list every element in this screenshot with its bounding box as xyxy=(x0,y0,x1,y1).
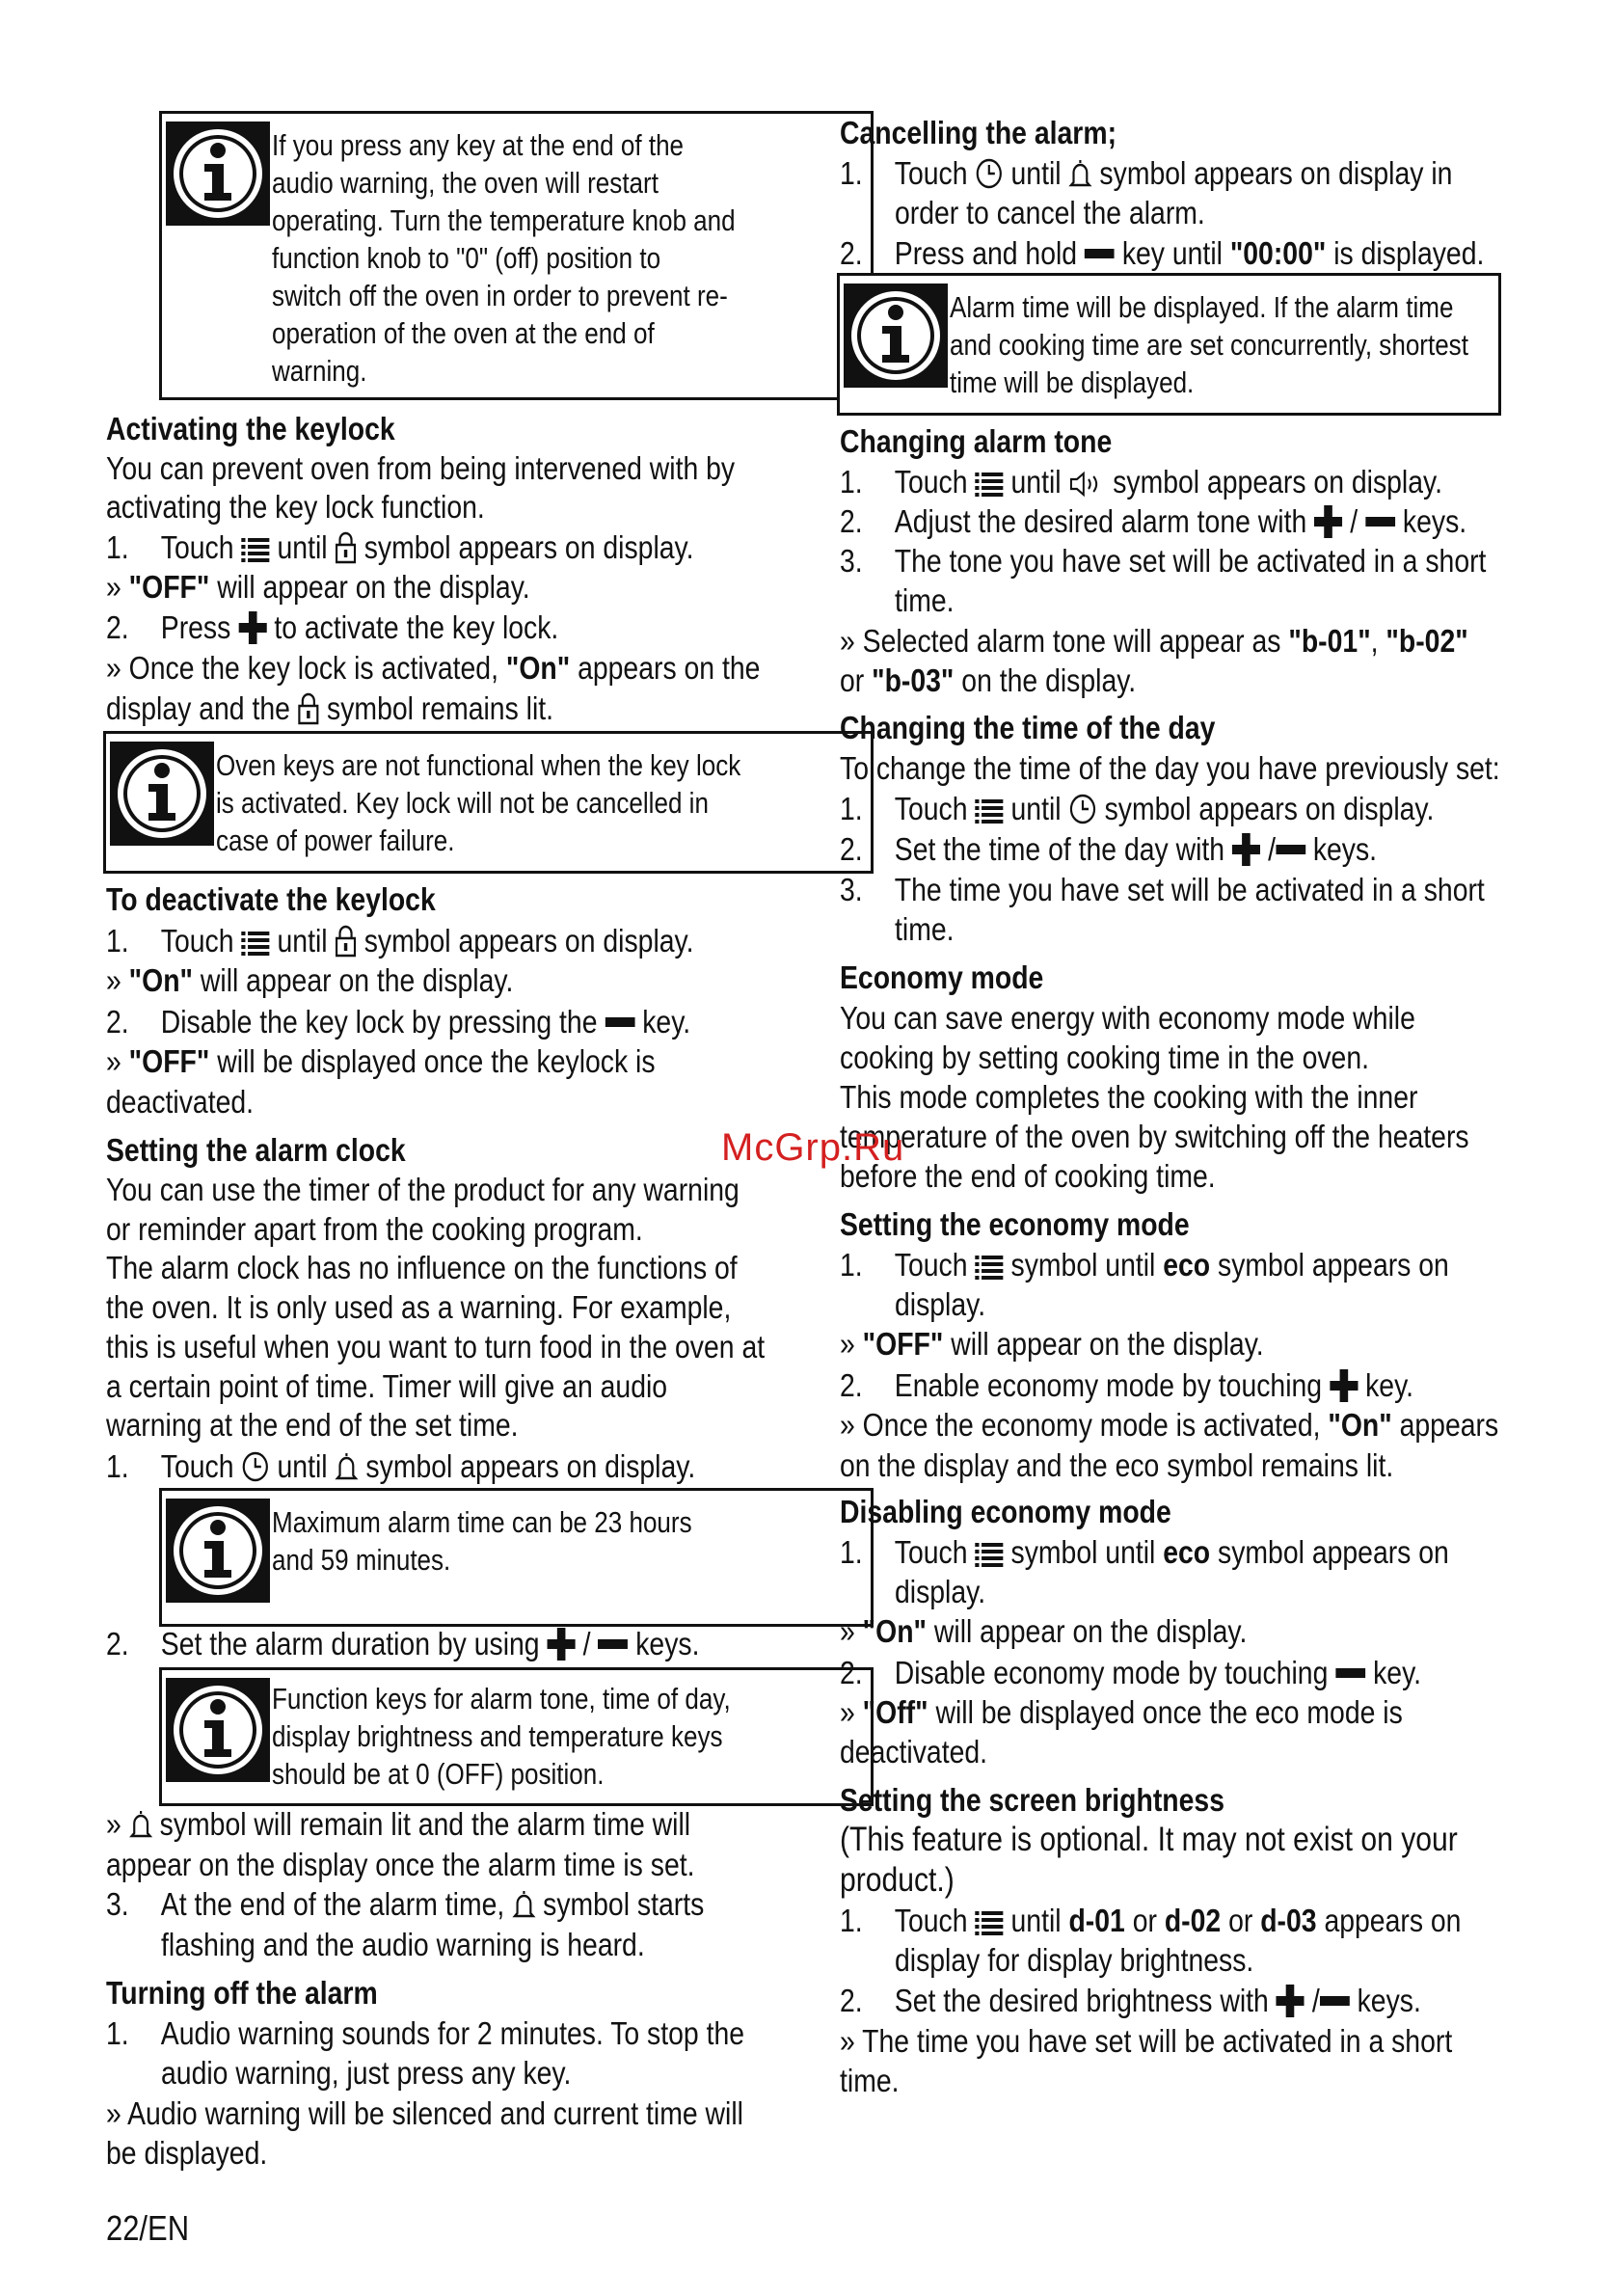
clock-icon xyxy=(975,157,1003,190)
step: 2. Disable the key lock by pressing the key. xyxy=(106,1004,691,1040)
result: » Audio warning will be silenced and current time will xyxy=(106,2095,743,2131)
result: time. xyxy=(840,2063,900,2098)
info-text: Oven keys are not functional when the key lock xyxy=(216,748,741,782)
step-continued: display. xyxy=(895,1286,986,1322)
info-text: function knob to "0" (off) position to xyxy=(272,241,661,275)
info-box-function-keys xyxy=(159,1667,874,1806)
minus-icon xyxy=(605,1015,634,1029)
plus-icon xyxy=(238,611,266,644)
info-icon xyxy=(166,122,270,226)
result: appear on the display once the alarm time is set. xyxy=(106,1847,695,1882)
paragraph: temperature of the oven by switching off the heaters xyxy=(840,1119,1469,1154)
info-icon xyxy=(166,1499,270,1603)
clock-icon xyxy=(241,1450,269,1483)
paragraph: You can prevent oven from being intervened with by xyxy=(106,450,736,486)
paragraph: before the end of cooking time. xyxy=(840,1158,1216,1194)
result: » The time you have set will be activated in a short xyxy=(840,2023,1453,2059)
step: 3. The time you have set will be activated in a short xyxy=(840,872,1485,907)
heading-setting-economy: Setting the economy mode xyxy=(840,1206,1190,1242)
menu-icon xyxy=(241,929,269,958)
info-text: and cooking time are set concurrently, shortest xyxy=(950,328,1468,362)
result: or "b-03" on the display. xyxy=(840,662,1137,698)
heading-activating-keylock: Activating the keylock xyxy=(106,411,395,446)
paragraph: This mode completes the cooking with the inner xyxy=(840,1079,1418,1115)
bell-icon xyxy=(335,1450,358,1483)
info-box-max-alarm xyxy=(159,1488,874,1627)
plus-icon xyxy=(1277,1985,1305,2017)
step: 2. Press to activate the key lock. xyxy=(106,609,559,645)
step: 1. Touch until symbol appears on display. xyxy=(840,791,1435,826)
minus-icon xyxy=(1320,1994,1350,2008)
step: 1. Touch symbol until eco symbol appears on xyxy=(840,1247,1449,1283)
heading-deactivate-keylock: To deactivate the keylock xyxy=(106,881,436,917)
menu-icon xyxy=(241,535,269,564)
step: 2. Enable economy mode by touching key. xyxy=(840,1367,1414,1403)
info-text: audio warning, the oven will restart xyxy=(272,166,659,200)
heading-alarm-tone: Changing alarm tone xyxy=(840,423,1113,459)
result: deactivated. xyxy=(106,1084,255,1120)
bell-icon xyxy=(1068,157,1091,190)
info-text: If you press any key at the end of the xyxy=(272,128,685,162)
step: 2. Press and hold key until "00:00" is displayed. xyxy=(840,235,1485,271)
result: » "OFF" will appear on the display. xyxy=(840,1326,1264,1362)
step: 1. Touch until symbol appears on display. xyxy=(106,1448,696,1484)
menu-icon xyxy=(975,470,1003,499)
step: 2. Set the alarm duration by using / keys. xyxy=(106,1626,700,1661)
bell-icon xyxy=(512,1888,535,1921)
page-number: 22/EN xyxy=(106,2208,190,2248)
heading-cancelling-alarm: Cancelling the alarm; xyxy=(840,115,1117,150)
heading-alarm-clock: Setting the alarm clock xyxy=(106,1132,406,1168)
info-text: is activated. Key lock will not be cancelled in xyxy=(216,786,709,820)
step: 1. Touch until symbol appears on display in xyxy=(840,155,1453,191)
paragraph: product.) xyxy=(840,1861,955,1899)
info-text: Function keys for alarm tone, time of day, xyxy=(272,1682,731,1715)
info-text: switch off the oven in order to prevent re- xyxy=(272,279,728,312)
info-text: should be at 0 (OFF) position. xyxy=(272,1757,605,1791)
menu-icon xyxy=(975,1253,1003,1282)
heading-time-of-day: Changing the time of the day xyxy=(840,710,1216,745)
bell-icon xyxy=(129,1808,152,1841)
info-icon xyxy=(110,742,214,846)
result: » "On" will appear on the display. xyxy=(840,1613,1248,1649)
step-continued: time. xyxy=(895,582,955,618)
result: » "On" will appear on the display. xyxy=(106,962,514,998)
info-box-alarm-time xyxy=(837,273,1501,416)
info-text: display brightness and temperature keys xyxy=(272,1719,723,1753)
result: on the display and the eco symbol remains lit. xyxy=(840,1447,1394,1483)
paragraph: The alarm clock has no influence on the functions of xyxy=(106,1250,738,1285)
step: 3. At the end of the alarm time, symbol starts xyxy=(106,1886,705,1922)
speaker-icon xyxy=(1068,470,1105,499)
plus-icon xyxy=(1314,505,1342,538)
step: 2. Adjust the desired alarm tone with / keys. xyxy=(840,503,1467,539)
info-icon xyxy=(166,1678,270,1782)
step-continued: display for display brightness. xyxy=(895,1942,1254,1978)
heading-turning-off-alarm: Turning off the alarm xyxy=(106,1975,378,2011)
paragraph: To change the time of the day you have previously set: xyxy=(840,750,1500,786)
step-continued: time. xyxy=(895,911,955,947)
step-continued: audio warning, just press any key. xyxy=(161,2055,572,2091)
result: display and the symbol remains lit. xyxy=(106,690,554,726)
paragraph: cooking by setting cooking time in the oven. xyxy=(840,1040,1370,1075)
paragraph: this is useful when you want to turn food in the oven at xyxy=(106,1329,766,1364)
result: » Once the economy mode is activated, "On" appears xyxy=(840,1407,1499,1443)
step: 1. Touch until d-01 or d-02 or d-03 appears on xyxy=(840,1903,1462,1938)
paragraph: warning at the end of the set time. xyxy=(106,1407,519,1443)
step: 2. Set the time of the day with / keys. xyxy=(840,831,1378,867)
step: 2. Set the desired brightness with / keys. xyxy=(840,1983,1421,2018)
paragraph: (This feature is optional. It may not exist on your xyxy=(840,1821,1458,1858)
result: » symbol will remain lit and the alarm time will xyxy=(106,1806,691,1842)
result: » Selected alarm tone will appear as "b-01", "b-02" xyxy=(840,623,1468,659)
info-text: Alarm time will be displayed. If the alarm time xyxy=(950,290,1454,324)
info-box-audio xyxy=(159,111,874,400)
minus-icon xyxy=(1276,843,1305,856)
watermark: McGrp.Ru xyxy=(721,1126,905,1169)
minus-icon xyxy=(1085,247,1115,260)
minus-icon xyxy=(598,1637,628,1651)
result: deactivated. xyxy=(840,1734,988,1769)
result: » "OFF" will be displayed once the keylock is xyxy=(106,1043,656,1079)
step-continued: order to cancel the alarm. xyxy=(895,195,1205,230)
plus-icon xyxy=(547,1628,575,1661)
info-icon xyxy=(844,284,948,388)
heading-disabling-economy: Disabling economy mode xyxy=(840,1494,1171,1529)
plus-icon xyxy=(1232,833,1260,866)
step-continued: flashing and the audio warning is heard. xyxy=(161,1927,645,1962)
paragraph: activating the key lock function. xyxy=(106,489,485,525)
clock-icon xyxy=(1068,793,1096,825)
menu-icon xyxy=(975,797,1003,825)
lock-icon xyxy=(335,925,356,958)
info-text: Maximum alarm time can be 23 hours xyxy=(272,1505,692,1539)
result: » "Off" will be displayed once the eco mode is xyxy=(840,1694,1403,1730)
lock-icon xyxy=(335,531,356,564)
paragraph: You can use the timer of the product for any warning xyxy=(106,1172,740,1207)
step: 2. Disable economy mode by touching key. xyxy=(840,1655,1422,1690)
minus-icon xyxy=(1365,515,1395,528)
info-text: time will be displayed. xyxy=(950,365,1195,399)
menu-icon xyxy=(975,1540,1003,1569)
info-text: operating. Turn the temperature knob and xyxy=(272,203,736,237)
step: 1. Touch until symbol appears on display. xyxy=(840,464,1442,500)
paragraph: the oven. It is only used as a warning. For example, xyxy=(106,1289,732,1325)
info-box-keylock xyxy=(103,731,874,874)
menu-icon xyxy=(975,1908,1003,1937)
plus-icon xyxy=(1330,1369,1358,1402)
minus-icon xyxy=(1335,1666,1365,1680)
info-text: operation of the oven at the end of xyxy=(272,316,655,350)
step: 3. The tone you have set will be activated in a short xyxy=(840,543,1487,579)
step: 1. Touch until symbol appears on display. xyxy=(106,923,694,959)
step: 1. Touch until symbol appears on display. xyxy=(106,529,694,565)
step: 1. Audio warning sounds for 2 minutes. To stop the xyxy=(106,2015,745,2051)
heading-economy-mode: Economy mode xyxy=(840,959,1044,995)
info-text: and 59 minutes. xyxy=(272,1543,451,1577)
result: be displayed. xyxy=(106,2135,268,2171)
info-text: warning. xyxy=(272,354,367,388)
result: » "OFF" will appear on the display. xyxy=(106,569,530,605)
heading-screen-brightness: Setting the screen brightness xyxy=(840,1782,1224,1818)
paragraph: or reminder apart from the cooking program. xyxy=(106,1211,643,1247)
paragraph: a certain point of time. Timer will give an audio xyxy=(106,1368,668,1404)
step-continued: display. xyxy=(895,1574,986,1609)
lock-icon xyxy=(298,692,319,725)
paragraph: You can save energy with economy mode while xyxy=(840,1000,1415,1036)
result: » Once the key lock is activated, "On" appears on the xyxy=(106,650,761,686)
info-text: case of power failure. xyxy=(216,824,455,857)
step: 1. Touch symbol until eco symbol appears on xyxy=(840,1534,1449,1570)
